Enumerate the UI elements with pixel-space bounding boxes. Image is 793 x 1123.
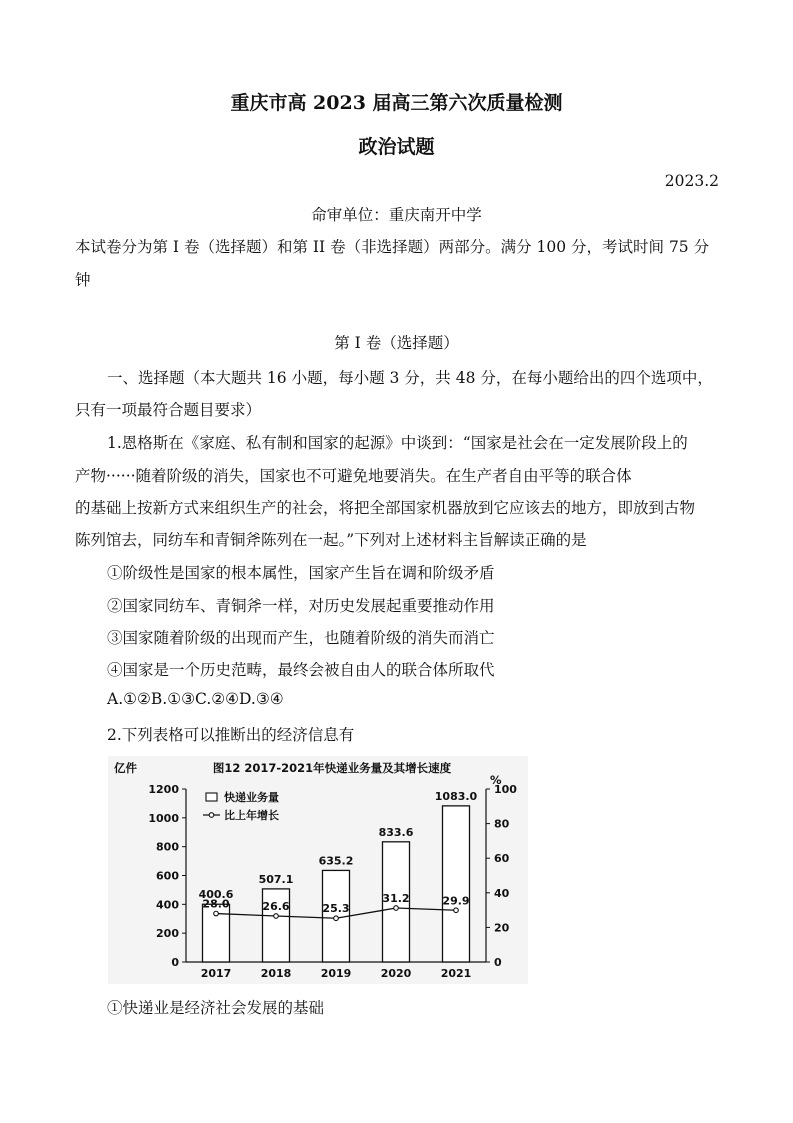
growth-value-label: 29.9 <box>442 894 470 908</box>
legend-line-marker <box>209 813 214 818</box>
section-title: 第 I 卷（选择题） <box>334 334 459 352</box>
question1-option-2: ②国家同纺车、青铜斧一样，对历史发展起重要推动作用 <box>107 597 495 615</box>
exam-title: 重庆市高 2023 届高三第六次质量检测 <box>230 92 563 114</box>
bar-value-label: 833.6 <box>378 825 414 839</box>
question1-option-1: ①阶级性是国家的根本属性，国家产生旨在调和阶级矛盾 <box>107 564 495 582</box>
bar-value-label: 400.6 <box>198 888 234 902</box>
chart-title: 图12 2017-2021年快递业务量及其增长速度 <box>212 761 452 775</box>
x-tick-label: 2021 <box>440 967 472 980</box>
bar-value-label: 1083.0 <box>434 789 478 803</box>
growth-value-label: 25.3 <box>322 902 350 916</box>
section-instructions-line2: 只有一项最符合题目要求） <box>75 401 262 419</box>
right-tick-label: 0 <box>494 956 502 969</box>
left-tick-label: 1200 <box>148 783 179 796</box>
right-tick-label: 100 <box>494 783 517 796</box>
question1-option-4: ④国家是一个历史范畴，最终会被自由人的联合体所取代 <box>107 661 495 679</box>
chart-figure <box>108 756 528 984</box>
left-axis-unit: 亿件 <box>114 761 137 775</box>
growth-point-2020 <box>394 906 399 911</box>
question2-stem: 2.下列表格可以推断出的经济信息有 <box>107 726 355 744</box>
question1-option-3: ③国家随着阶级的出现而产生，也随着阶级的消失而消亡 <box>107 629 495 647</box>
legend-bar-swatch <box>206 793 217 801</box>
x-tick-label: 2017 <box>200 967 232 980</box>
legend-bar-label: 快递业务量 <box>224 791 279 804</box>
legend-line-label: 比上年增长 <box>224 809 279 822</box>
left-tick-label: 800 <box>156 840 179 854</box>
growth-value-label: 31.2 <box>382 892 410 906</box>
growth-value-label: 26.6 <box>262 899 290 913</box>
right-tick-label: 60 <box>494 852 510 866</box>
left-tick-label: 400 <box>156 898 179 912</box>
bar-2021 <box>443 806 470 962</box>
bar-value-label: 507.1 <box>258 872 294 886</box>
intro-text-line2: 钟 <box>75 271 91 289</box>
exam-date: 2023.2 <box>664 172 719 190</box>
question2-option-1: ①快递业是经济社会发展的基础 <box>107 999 325 1017</box>
question1-choices: A.①②B.①③C.②④D.③④ <box>107 690 284 708</box>
author-unit: 命审单位：重庆南开中学 <box>311 206 482 224</box>
left-tick-label: 600 <box>156 869 179 883</box>
subject-title: 政治试题 <box>358 136 435 158</box>
right-tick-label: 20 <box>494 921 510 935</box>
growth-value-label: 28.0 <box>202 897 230 911</box>
left-tick-label: 200 <box>156 927 179 941</box>
bar-value-label: 635.2 <box>318 854 354 868</box>
question1-line3: 的基础上按新方式来组织生产的社会，将把全部国家机器放到它应该去的地方，即放到古物 <box>75 499 696 517</box>
left-tick-label: 1000 <box>148 811 179 825</box>
growth-point-2021 <box>454 908 459 913</box>
growth-point-2018 <box>274 914 279 919</box>
left-tick-label: 0 <box>171 956 179 969</box>
x-tick-label: 2020 <box>380 967 412 980</box>
growth-point-2017 <box>214 911 219 916</box>
question1-line1: 1.恩格斯在《家庭、私有制和国家的起源》中谈到：“国家是社会在一定发展阶段上的 <box>107 434 688 452</box>
right-tick-label: 80 <box>494 817 510 831</box>
section-instructions-line1: 一、选择题（本大题共 16 小题，每小题 3 分，共 48 分，在每小题给出的四个选项中， <box>107 369 713 387</box>
growth-point-2019 <box>334 916 339 921</box>
x-tick-label: 2018 <box>260 967 292 980</box>
x-tick-label: 2019 <box>320 967 352 980</box>
right-axis-unit: % <box>490 773 502 787</box>
question1-line4: 陈列馆去，同纺车和青铜斧陈列在一起。”下列对上述材料主旨解读正确的是 <box>75 531 587 549</box>
right-tick-label: 40 <box>494 886 510 900</box>
chart-svg <box>108 756 528 984</box>
question1-line2: 产物······随着阶级的消失，国家也不可避免地要消失。在生产者自由平等的联合体 <box>75 467 632 485</box>
intro-text-line1: 本试卷分为第 I 卷（选择题）和第 II 卷（非选择题）两部分。满分 100 分，考试时间 75 分 <box>75 238 710 256</box>
